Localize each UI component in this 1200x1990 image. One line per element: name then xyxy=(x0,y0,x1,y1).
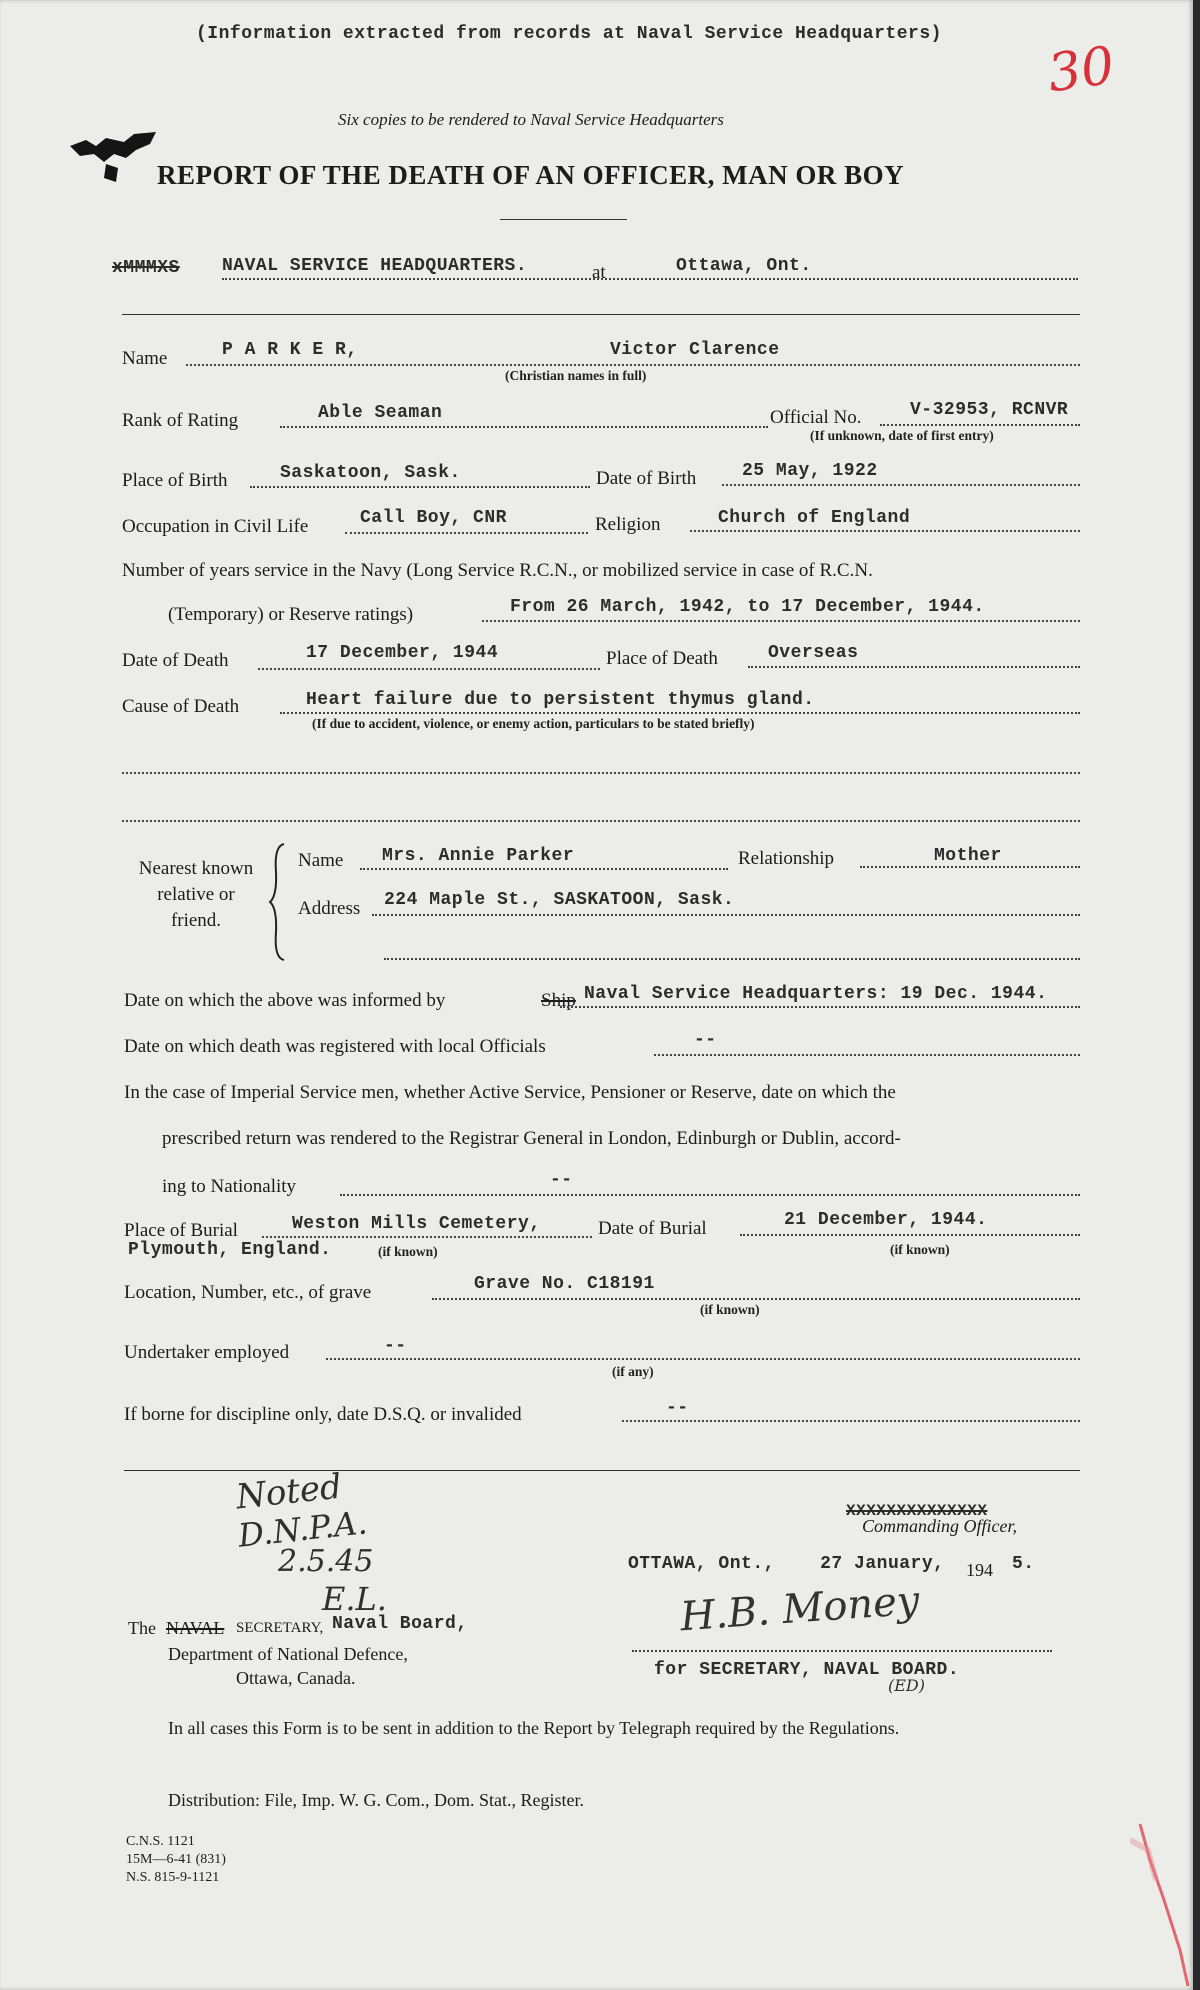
imperial-label-3: ing to Nationality xyxy=(162,1176,297,1197)
relative-name-label: Name xyxy=(298,850,344,871)
signer-initials: (ED) xyxy=(888,1676,925,1695)
informed-struck: Ship xyxy=(541,990,576,1011)
imperial-dotline xyxy=(340,1194,1080,1196)
rank-label: Rank of Rating xyxy=(122,410,239,431)
burial-date-value: 21 December, 1944. xyxy=(784,1210,988,1230)
footer-struck: NAVAL xyxy=(166,1618,225,1638)
birth-date-dotline xyxy=(722,484,1080,486)
occupation-dotline xyxy=(345,532,588,534)
grave-dotline xyxy=(432,1298,1080,1300)
relative-section-label-3: friend. xyxy=(170,910,222,931)
form-code-2: 15M—6-41 (831) xyxy=(126,1852,226,1867)
relative-section-label-1: Nearest known xyxy=(138,858,254,879)
relationship-label: Relationship xyxy=(738,848,835,869)
burial-place-line1: Weston Mills Cemetery, xyxy=(292,1214,541,1234)
burial-place-dotline xyxy=(262,1236,592,1238)
informed-dotline xyxy=(560,1006,1080,1008)
date-annotation: 2.5.45 xyxy=(278,1544,374,1579)
burial-date-dotline xyxy=(740,1234,1080,1236)
form-code-3: N.S. 815-9-1121 xyxy=(126,1870,220,1885)
signer-title: for SECRETARY, NAVAL BOARD. xyxy=(654,1660,960,1680)
title-divider xyxy=(500,219,627,220)
undertaker-dotline xyxy=(326,1358,1080,1360)
discipline-dotline xyxy=(622,1420,1080,1422)
undertaker-value: -- xyxy=(384,1336,407,1356)
registered-dotline xyxy=(654,1054,1080,1056)
cause-extra-dotline-1 xyxy=(122,772,1080,774)
cause-label: Cause of Death xyxy=(122,696,240,717)
imperial-label-2: prescribed return was rendered to the Registrar General in London, Edinburgh or Dublin, accord- xyxy=(162,1128,901,1149)
year-prefix: 194 xyxy=(966,1560,993,1580)
place-date-value: OTTAWA, Ont., 27 January, xyxy=(628,1554,945,1574)
discipline-value: -- xyxy=(666,1398,689,1418)
undertaker-label: Undertaker employed xyxy=(124,1342,290,1363)
given-names-value: Victor Clarence xyxy=(610,340,780,360)
relative-name-dotline xyxy=(360,868,728,870)
discipline-label: If borne for discipline only, date D.S.Q. or invalided xyxy=(124,1404,522,1425)
service-dotline xyxy=(482,620,1080,622)
footer-city: Ottawa, Canada. xyxy=(236,1668,356,1688)
at-label: at xyxy=(592,262,606,283)
red-pencil-mark-icon xyxy=(1130,1820,1192,1990)
extract-note: (Information extracted from records at Naval Service Headquarters) xyxy=(196,24,942,44)
signature-dotline xyxy=(632,1650,1052,1652)
relationship-value: Mother xyxy=(934,846,1002,866)
noted-annotation: Noted xyxy=(234,1466,344,1518)
cause-dotline xyxy=(280,712,1080,714)
brace-icon xyxy=(268,842,288,962)
service-label-2: (Temporary) or Reserve ratings) xyxy=(168,604,414,625)
name-dotline xyxy=(186,364,1080,366)
address-extra-dotline xyxy=(384,958,1080,960)
rank-dotline xyxy=(280,426,768,428)
struck-prefix: xMMMXS xyxy=(112,258,180,278)
service-value: From 26 March, 1942, to 17 December, 1944. xyxy=(510,597,985,617)
death-date-dotline xyxy=(258,668,600,670)
address-label: Address xyxy=(298,898,361,919)
rank-value: Able Seaman xyxy=(318,403,443,423)
official-no-value: V-32953, RCNVR xyxy=(910,400,1069,420)
occupation-label: Occupation in Civil Life xyxy=(122,516,309,537)
death-date-label: Date of Death xyxy=(122,650,229,671)
surname-value: P A R K E R, xyxy=(222,340,358,360)
relative-section-label-2: relative or xyxy=(157,884,235,905)
birth-place-label: Place of Birth xyxy=(122,470,228,491)
registered-label: Date on which death was registered with local Officials xyxy=(124,1036,546,1057)
paper-damage-icon xyxy=(66,124,166,194)
death-place-dotline xyxy=(748,666,1080,668)
burial-place-label: Place of Burial xyxy=(124,1220,238,1241)
official-no-dotline xyxy=(880,424,1080,426)
origin-place: Ottawa, Ont. xyxy=(676,256,812,276)
footer-the: The xyxy=(128,1618,156,1638)
official-no-hint: (If unknown, date of first entry) xyxy=(810,428,994,443)
footer-board: Naval Board, xyxy=(332,1614,468,1634)
name-label: Name xyxy=(122,348,168,369)
relationship-dotline xyxy=(860,866,1080,868)
page-number: 30 xyxy=(1044,35,1119,105)
header-rule xyxy=(122,314,1080,315)
registered-value: -- xyxy=(694,1030,717,1050)
officer-label: Commanding Officer, xyxy=(862,1516,1017,1536)
initials-annotation: E.L. xyxy=(322,1580,387,1618)
distribution: Distribution: File, Imp. W. G. Com., Dom. Stat., Register. xyxy=(168,1790,585,1810)
page-title: REPORT OF THE DEATH OF AN OFFICER, MAN OR BOY xyxy=(157,160,905,190)
origin-dotline xyxy=(222,278,1078,280)
burial-place-line2: Plymouth, England. xyxy=(128,1240,332,1260)
birth-place-value: Saskatoon, Sask. xyxy=(280,463,461,483)
relative-name-value: Mrs. Annie Parker xyxy=(382,846,575,866)
religion-dotline xyxy=(690,530,1080,532)
official-no-label: Official No. xyxy=(770,407,862,428)
grave-label: Location, Number, etc., of grave xyxy=(124,1282,372,1303)
burial-date-hint: (if known) xyxy=(890,1242,950,1257)
birth-place-dotline xyxy=(250,486,590,488)
footer-secretary: SECRETARY, xyxy=(236,1620,324,1636)
form-note: In all cases this Form is to be sent in addition to the Report by Telegraph required by the Regulations. xyxy=(168,1718,900,1738)
dnpa-annotation: D.N.P.A. xyxy=(236,1503,369,1555)
form-code-1: C.N.S. 1121 xyxy=(126,1834,195,1849)
cause-value: Heart failure due to persistent thymus gland. xyxy=(306,690,815,710)
religion-value: Church of England xyxy=(718,508,911,528)
death-place-label: Place of Death xyxy=(606,648,718,669)
informed-label: Date on which the above was informed by xyxy=(124,990,446,1011)
informed-value: Naval Service Headquarters: 19 Dec. 1944. xyxy=(584,984,1048,1004)
year-suffix: 5. xyxy=(1012,1554,1035,1574)
footer-rule xyxy=(124,1470,1080,1471)
copies-note: Six copies to be rendered to Naval Service Headquarters xyxy=(338,110,724,129)
burial-date-label: Date of Burial xyxy=(598,1218,707,1239)
religion-label: Religion xyxy=(595,514,661,535)
grave-value: Grave No. C18191 xyxy=(474,1274,655,1294)
footer-dept: Department of National Defence, xyxy=(168,1644,408,1664)
death-date-value: 17 December, 1944 xyxy=(306,643,499,663)
address-value: 224 Maple St., SASKATOON, Sask. xyxy=(384,890,735,910)
imperial-label-1: In the case of Imperial Service men, whether Active Service, Pensioner or Reserve, date on which the xyxy=(124,1082,896,1103)
signature: H.B. Money xyxy=(678,1577,921,1641)
cause-hint: (If due to accident, violence, or enemy action, particulars to be stated briefly) xyxy=(312,716,755,731)
burial-place-hint: (if known) xyxy=(378,1244,438,1259)
service-label-1: Number of years service in the Navy (Long Service R.C.N., or mobilized service in case of R.C.N. xyxy=(122,560,873,581)
grave-hint: (if known) xyxy=(700,1302,760,1317)
imperial-value: -- xyxy=(550,1170,573,1190)
struck-officer: XXXXXXXXXXXXXX xyxy=(846,1502,988,1520)
address-dotline xyxy=(372,914,1080,916)
given-names-hint: (Christian names in full) xyxy=(505,368,647,383)
birth-date-label: Date of Birth xyxy=(596,468,697,489)
cause-extra-dotline-2 xyxy=(122,820,1080,822)
undertaker-hint: (if any) xyxy=(612,1364,654,1379)
occupation-value: Call Boy, CNR xyxy=(360,508,507,528)
birth-date-value: 25 May, 1922 xyxy=(742,461,878,481)
origin-unit: NAVAL SERVICE HEADQUARTERS. xyxy=(222,256,528,276)
death-place-value: Overseas xyxy=(768,643,859,663)
